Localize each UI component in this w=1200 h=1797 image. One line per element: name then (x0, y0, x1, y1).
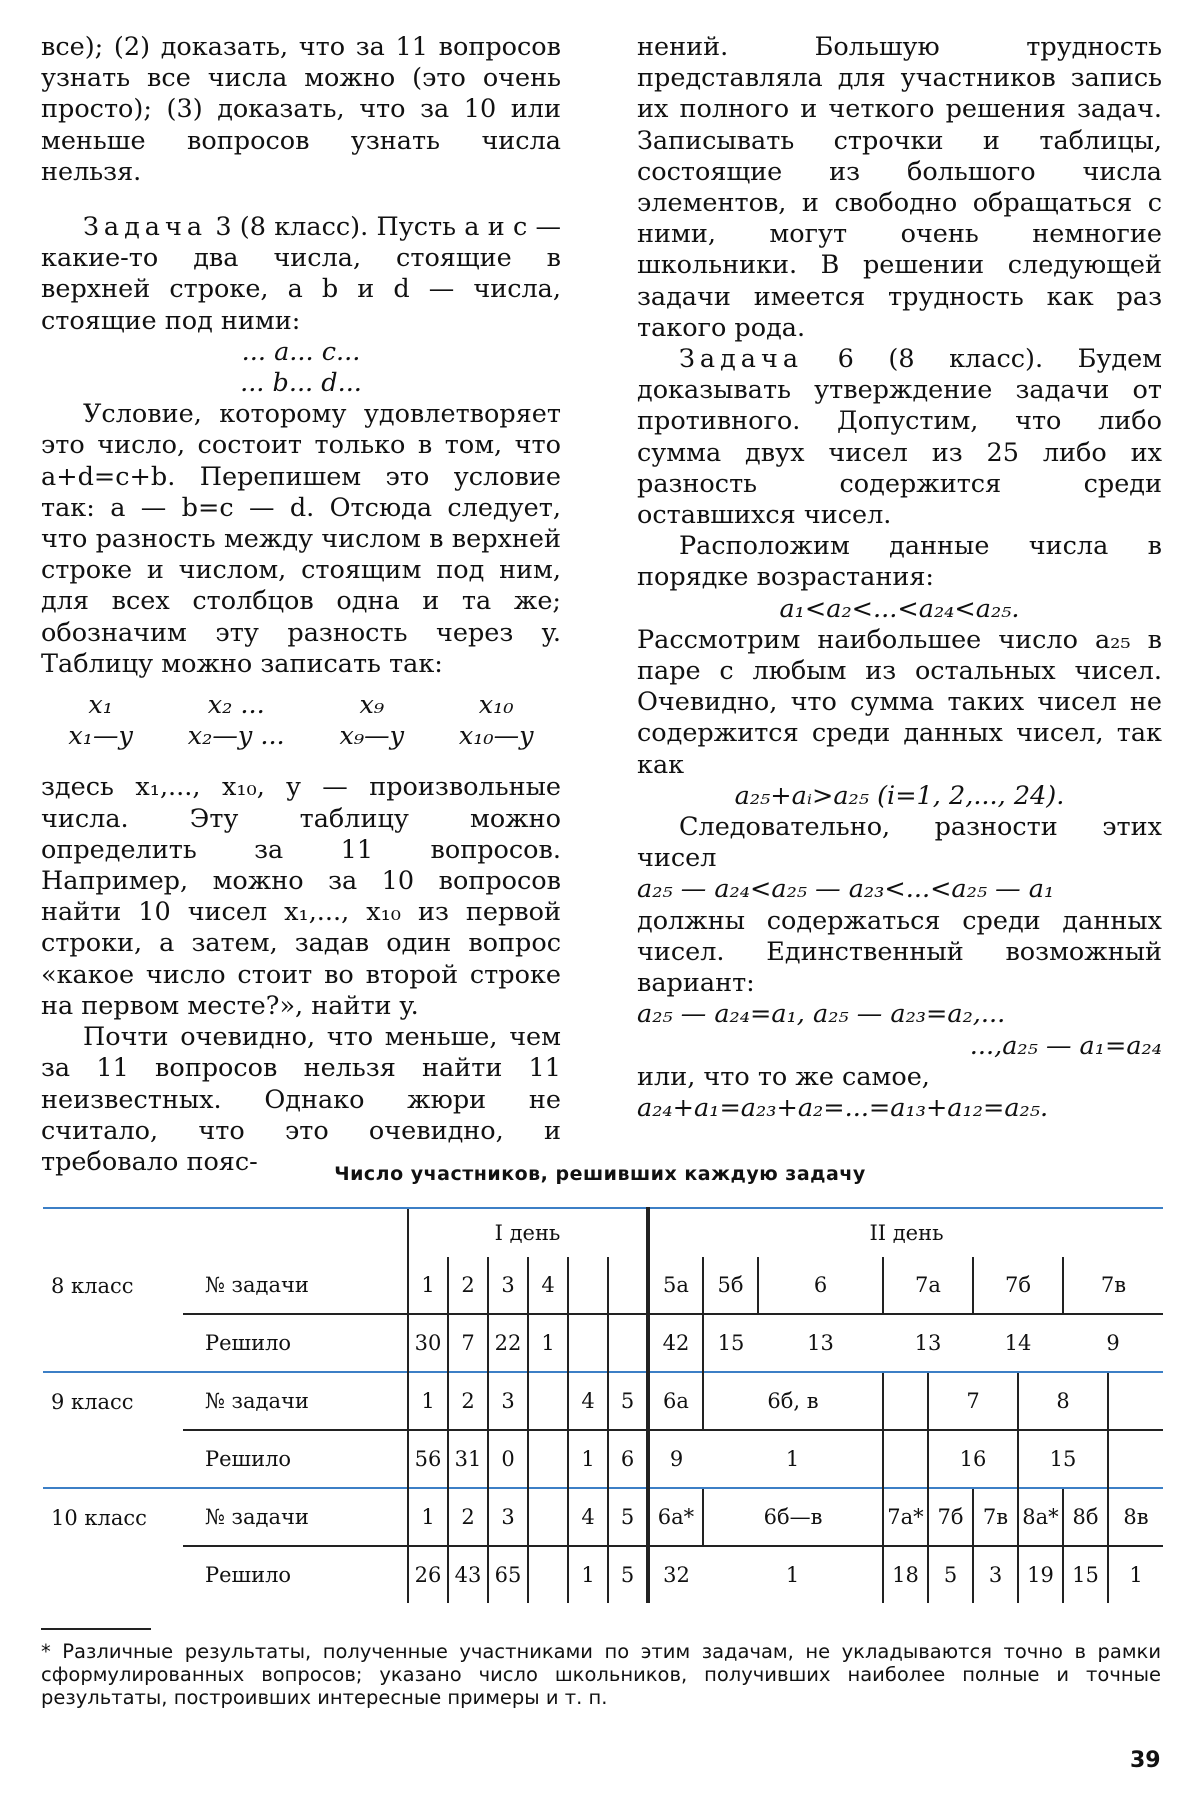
table-cell: 1 (703, 1546, 883, 1603)
task6-heading: Задача (679, 344, 804, 375)
table-cell: 15 (703, 1314, 758, 1372)
results-table (43, 1207, 1163, 1603)
largest-number-paragraph: Рассмотрим наибольшее число a₂₅ в паре с любым из остальных чисел. Очевидно, что сумма таких чисел не содержится среди данных чисел, так как (637, 624, 1162, 780)
table-cell: 2 (448, 1257, 488, 1314)
table-cell: 5 (608, 1546, 648, 1603)
table-cell: 56 (408, 1430, 448, 1488)
left-column (41, 32, 561, 1178)
table-cell: 42 (648, 1314, 703, 1372)
table-row (43, 1430, 1163, 1488)
table-cell: 6а (648, 1372, 703, 1430)
differences-paragraph: Следовательно, разности этих чисел (637, 812, 1162, 874)
table-cell (528, 1372, 568, 1430)
table-cell: 5 (928, 1546, 973, 1603)
table-cell: 2 (448, 1488, 488, 1546)
table-cell: 7а (883, 1257, 973, 1314)
table-cell: 7 (928, 1372, 1018, 1430)
table-cell (528, 1430, 568, 1488)
task3-heading: Задача (83, 212, 208, 243)
table-cell: 7в (973, 1488, 1018, 1546)
table-cell: 6 (608, 1430, 648, 1488)
table-cell (608, 1314, 648, 1372)
table-cell: 30 (408, 1314, 448, 1372)
table-cell (568, 1314, 608, 1372)
table-cell: 6а* (648, 1488, 703, 1546)
table-cell: 1 (408, 1488, 448, 1546)
x-table-col: x₁₀ x₁₀—y (458, 690, 534, 752)
table-cell: 7а* (883, 1488, 928, 1546)
x-table-col: x₉ x₉—y (339, 690, 404, 752)
table-cell: 8в (1108, 1488, 1163, 1546)
table-cell (608, 1257, 648, 1314)
table-cell: 8 (1018, 1372, 1108, 1430)
table-cell: 1 (528, 1314, 568, 1372)
table-cell: 8а* (1018, 1488, 1063, 1546)
table-cell: 13 (758, 1314, 883, 1372)
same-paragraph: или, что то же самое, (637, 1061, 930, 1092)
table-cell: 14 (973, 1314, 1063, 1372)
table-cell: 5 (608, 1488, 648, 1546)
right-column (637, 32, 1162, 1124)
table-caption: Число участников, решивших каждую задачу (334, 1163, 866, 1185)
table-row (43, 1257, 1163, 1314)
table-cell: 9 (648, 1430, 703, 1488)
table-cell (883, 1372, 928, 1430)
table-row (43, 1546, 1163, 1603)
table-cell: 65 (488, 1546, 528, 1603)
footnote-rule (41, 1628, 151, 1630)
table-row (43, 1314, 1163, 1372)
formula-bottom-row: ... b... d... (240, 368, 362, 399)
table-cell: 7в (1063, 1257, 1163, 1314)
table-cell: 3 (973, 1546, 1018, 1603)
table-cell (1108, 1430, 1163, 1488)
table-cell: 8б (1063, 1488, 1108, 1546)
days-header-row (43, 1208, 1163, 1257)
table-cell: 1 (408, 1257, 448, 1314)
table-cell: 7б (973, 1257, 1063, 1314)
table-cell: 3 (488, 1257, 528, 1314)
table-cell: 5 (608, 1372, 648, 1430)
table-cell (568, 1257, 608, 1314)
table-cell: 13 (883, 1314, 973, 1372)
task6-paragraph: Задача 6 (8 класс). Будем доказывать утверждение задачи от противного. Допустим, что либо сумма двух чисел из 25 либо их разность содержится среди оставшихся чисел. (637, 344, 1162, 531)
table-cell: 1 (408, 1372, 448, 1430)
day1-header: I день (408, 1208, 648, 1257)
table-cell: 16 (928, 1430, 1018, 1488)
table-cell: 19 (1018, 1546, 1063, 1603)
table-cell: 5а (648, 1257, 703, 1314)
table-cell: 22 (488, 1314, 528, 1372)
left-paragraph-1: все); (2) доказать, что за 11 вопросов узнать все числа можно (это очень просто); (3) доказать, что за 10 или меньше вопросов узнать числа нельзя. (41, 32, 561, 187)
ordering-paragraph: Расположим данные числа в порядке возрастания: (637, 531, 1162, 593)
table-cell: 9 (1063, 1314, 1163, 1372)
page-number: 39 (1130, 1748, 1161, 1773)
x-table-col: x₁ x₁—y (68, 690, 133, 752)
x-table (41, 690, 561, 752)
formula-differences: a₂₅ — a₂₄<a₂₅ — a₂₃<...<a₂₅ — a₁ (637, 874, 1055, 905)
table-cell: 6 (758, 1257, 883, 1314)
table-cell: 0 (488, 1430, 528, 1488)
table-cell: 6б—в (703, 1488, 883, 1546)
class-label: 9 класс (43, 1372, 183, 1430)
formula-variant-2: ...,a₂₅ — a₁=a₂₄ (969, 1030, 1162, 1061)
table-cell: 4 (568, 1372, 608, 1430)
table-cell: № задачи (183, 1488, 408, 1546)
table-cell: 5б (703, 1257, 758, 1314)
table-cell: 3 (488, 1372, 528, 1430)
table-cell: № задачи (205, 1273, 309, 1297)
table-cell: Решило (183, 1430, 408, 1488)
variant-paragraph: должны содержаться среди данных чисел. Единственный возможный вариант: (637, 905, 1162, 999)
table-cell: № задачи (183, 1372, 408, 1430)
class-label: 8 класс (51, 1273, 134, 1298)
table-explanation: здесь x₁,..., x₁₀, y — произвольные числа. Эту таблицу можно определить за 11 вопросов. Например, можно за 10 вопросов найти 10 чисел x₁,..., x₁₀ из первой строки, а затем, задав один вопрос «какое число стоит во второй строке на первом месте?», найти y. (41, 772, 561, 1021)
table-cell: Решило (183, 1546, 408, 1603)
table-cell: 1 (1108, 1546, 1163, 1603)
condition-paragraph: Условие, которому удовлетворяет это число, состоит только в том, что a+d=c+b. Перепишем это условие так: a — b=c — d. Отсюда следует, что разность между числом в верхней строке и числом, стоящим под ним, для всех столбцов одна и та же; обозначим эту разность через y. Таблицу можно записать так: (41, 399, 561, 679)
table-cell (528, 1546, 568, 1603)
table-cell: 1 (568, 1546, 608, 1603)
table-cell: 6б, в (703, 1372, 883, 1430)
table-cell: 1 (568, 1430, 608, 1488)
table-cell: 18 (883, 1546, 928, 1603)
day2-header: II день (648, 1208, 1163, 1257)
table-cell: 4 (568, 1488, 608, 1546)
table-row (43, 1488, 1163, 1546)
right-paragraph-1: нений. Большую трудность представляла для участников запись их полного и четкого решения задач. Записывать строчки и таблицы, состоящие из большого числа элементов, и свободно обращаться с ними, могут очень немногие школьники. В решении следующей задачи имеется трудность как раз такого рода. (637, 32, 1162, 343)
formula-top-row: ... a... c... (241, 336, 361, 367)
formula-variant-1: a₂₅ — a₂₄=a₁, a₂₅ — a₂₃=a₂,... (637, 999, 1006, 1030)
table-cell: 7б (928, 1488, 973, 1546)
table-cell (1108, 1372, 1163, 1430)
formula-sum: a₂₅+aᵢ>a₂₅ (i=1, 2,..., 24). (734, 780, 1065, 811)
task3-paragraph: Задача 3 (8 класс). Пусть a и c — какие-то два числа, стоящие в верхней строке, а b и d — числа, стоящие под ними: (41, 212, 561, 336)
table-cell: 31 (448, 1430, 488, 1488)
table-row (43, 1372, 1163, 1430)
table-cell: 26 (408, 1546, 448, 1603)
table-cell: 2 (448, 1372, 488, 1430)
table-cell (883, 1430, 928, 1488)
formula-ordering: a₁<a₂<...<a₂₄<a₂₅. (779, 593, 1020, 624)
table-cell: 4 (528, 1257, 568, 1314)
table-cell: 7 (448, 1314, 488, 1372)
formula-final: a₂₄+a₁=a₂₃+a₂=...=a₁₃+a₁₂=a₂₅. (637, 1092, 1049, 1123)
jury-paragraph: Почти очевидно, что меньше, чем за 11 вопросов нельзя найти 11 неизвестных. Однако жюри не считало, что это очевидно, и требовало пояс- (41, 1022, 561, 1177)
table-cell: 15 (1018, 1430, 1108, 1488)
footnote: * Различные результаты, полученные участниками по этим задачам, не укладываются точно в рамки сформулированных вопросов; указано число школьников, получивших наиболее полные и точные результаты, построивших интересные примеры и т. п. (41, 1640, 1161, 1709)
x-table-col: x₂ ... x₂—y ... (187, 690, 285, 752)
table-cell: 43 (448, 1546, 488, 1603)
table-cell: 3 (488, 1488, 528, 1546)
class-label: 10 класс (43, 1488, 183, 1546)
table-cell: 1 (703, 1430, 883, 1488)
table-cell: 32 (648, 1546, 703, 1603)
table-cell: 15 (1063, 1546, 1108, 1603)
table-cell (528, 1488, 568, 1546)
table-cell: Решило (183, 1314, 408, 1372)
